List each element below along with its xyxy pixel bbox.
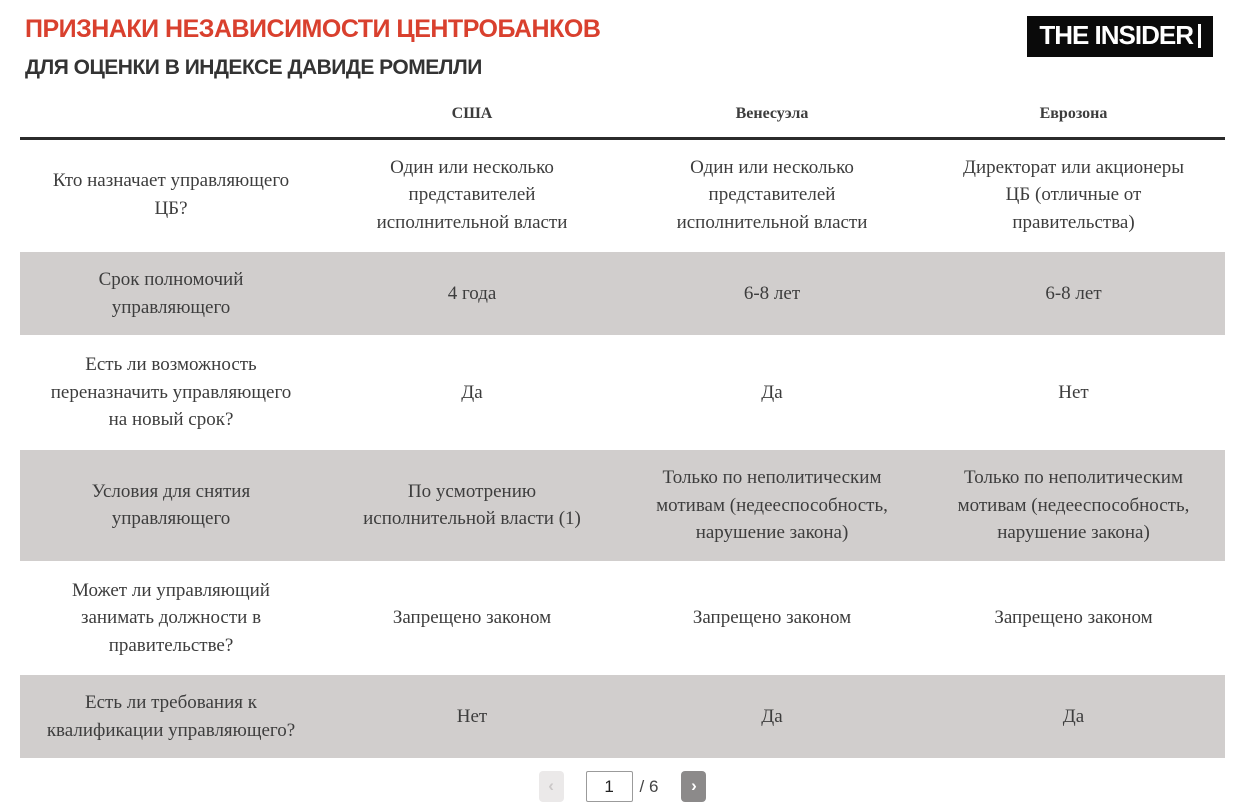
next-page-button[interactable] <box>681 771 706 802</box>
row-cell: Да <box>622 674 922 759</box>
table-row <box>20 449 1225 562</box>
row-question: Срок полномочий управляющего <box>20 251 322 336</box>
table-body <box>20 138 1225 759</box>
row-cell: Один или несколько представителей исполнительной власти <box>376 156 568 233</box>
page-subtitle: ДЛЯ ОЦЕНКИ В ИНДЕКСЕ ДАВИДЕ РОМЕЛЛИ <box>25 55 482 79</box>
table-row <box>20 562 1225 675</box>
prev-page-button[interactable] <box>539 771 564 802</box>
row-cell: 6-8 лет <box>922 251 1225 336</box>
the-insider-logo <box>1027 16 1213 57</box>
row-cell: 6-8 лет <box>622 251 922 336</box>
row-cell: Нет <box>322 674 622 759</box>
row-question: Есть ли возможность переназначить управляющего на новый срок? <box>50 354 292 431</box>
row-question: Условия для снятия управляющего <box>20 449 322 562</box>
comparison-table <box>20 93 1225 761</box>
row-question: Может ли управляющий занимать должности в правительстве? <box>72 579 270 656</box>
logo-cursor-bar <box>1198 24 1201 48</box>
row-cell: 4 года <box>322 251 622 336</box>
row-cell: Запрещено законом <box>692 607 852 629</box>
row-cell: Запрещено законом <box>994 607 1153 629</box>
row-cell: Да <box>461 381 483 403</box>
row-cell: Да <box>922 674 1225 759</box>
column-header: США <box>451 104 493 122</box>
chevron-right-icon: › <box>691 775 697 795</box>
column-header-empty <box>20 93 322 139</box>
table-row <box>20 336 1225 449</box>
row-cell: Нет <box>1058 381 1089 403</box>
title-block <box>25 16 600 79</box>
page-number-input[interactable] <box>586 771 633 802</box>
row-cell: По усмотрению исполнительной власти (1) <box>322 449 622 562</box>
row-cell: Один или несколько представителей исполнительной власти <box>676 156 868 233</box>
row-question: Кто назначает управляющего ЦБ? <box>52 170 290 219</box>
table-row <box>20 138 1225 251</box>
row-cell: Да <box>761 381 783 403</box>
pagination <box>0 771 1245 802</box>
total-pages-label: / 6 <box>639 776 659 796</box>
column-header: Венесуэла <box>735 104 809 122</box>
chevron-left-icon: ‹ <box>548 775 554 795</box>
column-header: Еврозона <box>1039 104 1108 122</box>
page-header <box>0 0 1245 79</box>
row-question: Есть ли требования к квалификации управляющего? <box>20 674 322 759</box>
table-row <box>20 251 1225 336</box>
row-cell: Только по неполитическим мотивам (недееспособность, нарушение закона) <box>922 449 1225 562</box>
row-cell: Директорат или акционеры ЦБ (отличные от правительства) <box>962 156 1185 233</box>
page-title: ПРИЗНАКИ НЕЗАВИСИМОСТИ ЦЕНТРОБАНКОВ <box>25 15 601 43</box>
table-header-row <box>20 93 1225 139</box>
row-cell: Запрещено законом <box>392 607 552 629</box>
row-cell: Только по неполитическим мотивам (недееспособность, нарушение закона) <box>622 449 922 562</box>
table-row <box>20 674 1225 759</box>
logo-text: THE INSIDER <box>1039 20 1193 50</box>
